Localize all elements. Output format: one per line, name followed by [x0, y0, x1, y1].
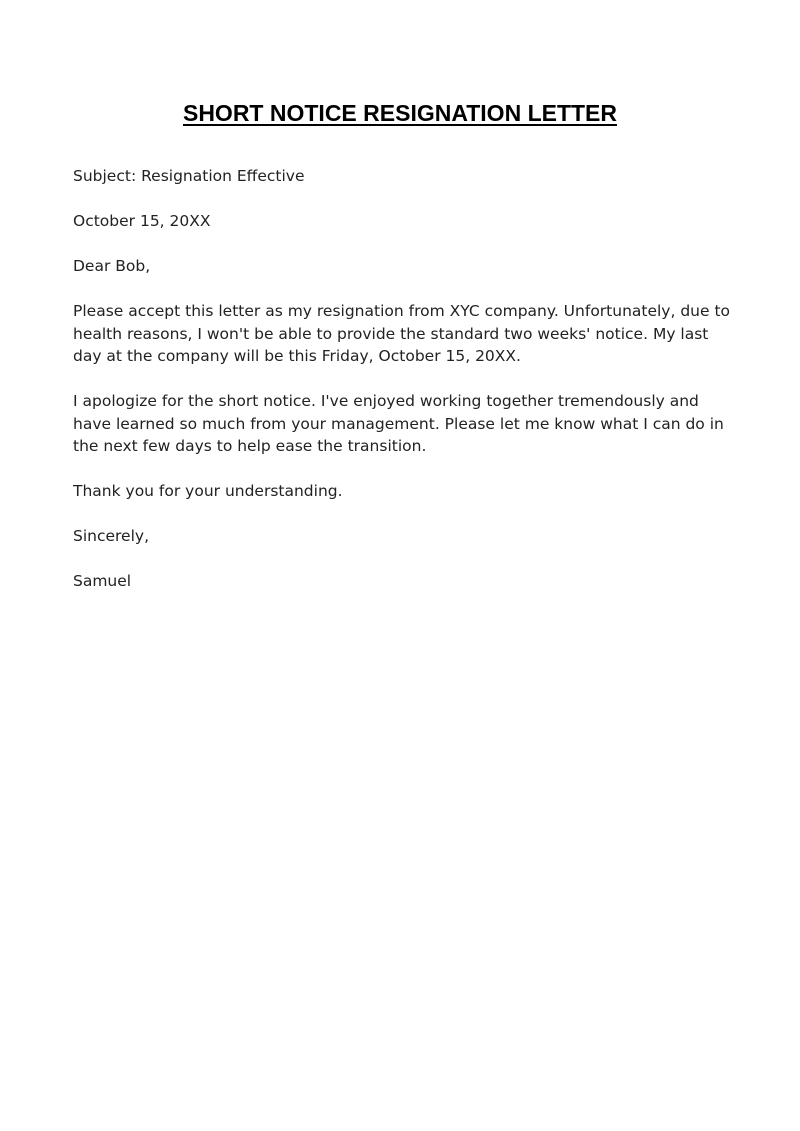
closing: Sincerely, [73, 527, 150, 545]
paragraph-resignation: Please accept this letter as my resignation from XYC company. Unfortunately, due to health reasons, I won't be able to provide the standard two weeks' notice. My last day at the company will be this Friday, October 15, 20XX. [73, 302, 731, 365]
signature: Samuel [73, 572, 132, 590]
letter-title: SHORT NOTICE RESIGNATION LETTER [182, 100, 618, 126]
paragraph-thanks: Thank you for your understanding. [73, 482, 343, 500]
subject-line: Subject: Resignation Effective [73, 167, 305, 185]
paragraph-apology: I apologize for the short notice. I've enjoyed working together tremendously and have learned so much from your management. Please let me know what I can do in the next few days to help ease the transition. [73, 392, 724, 455]
salutation: Dear Bob, [73, 257, 151, 275]
letter-body [73, 165, 733, 615]
letter-date: October 15, 20XX [73, 212, 211, 230]
